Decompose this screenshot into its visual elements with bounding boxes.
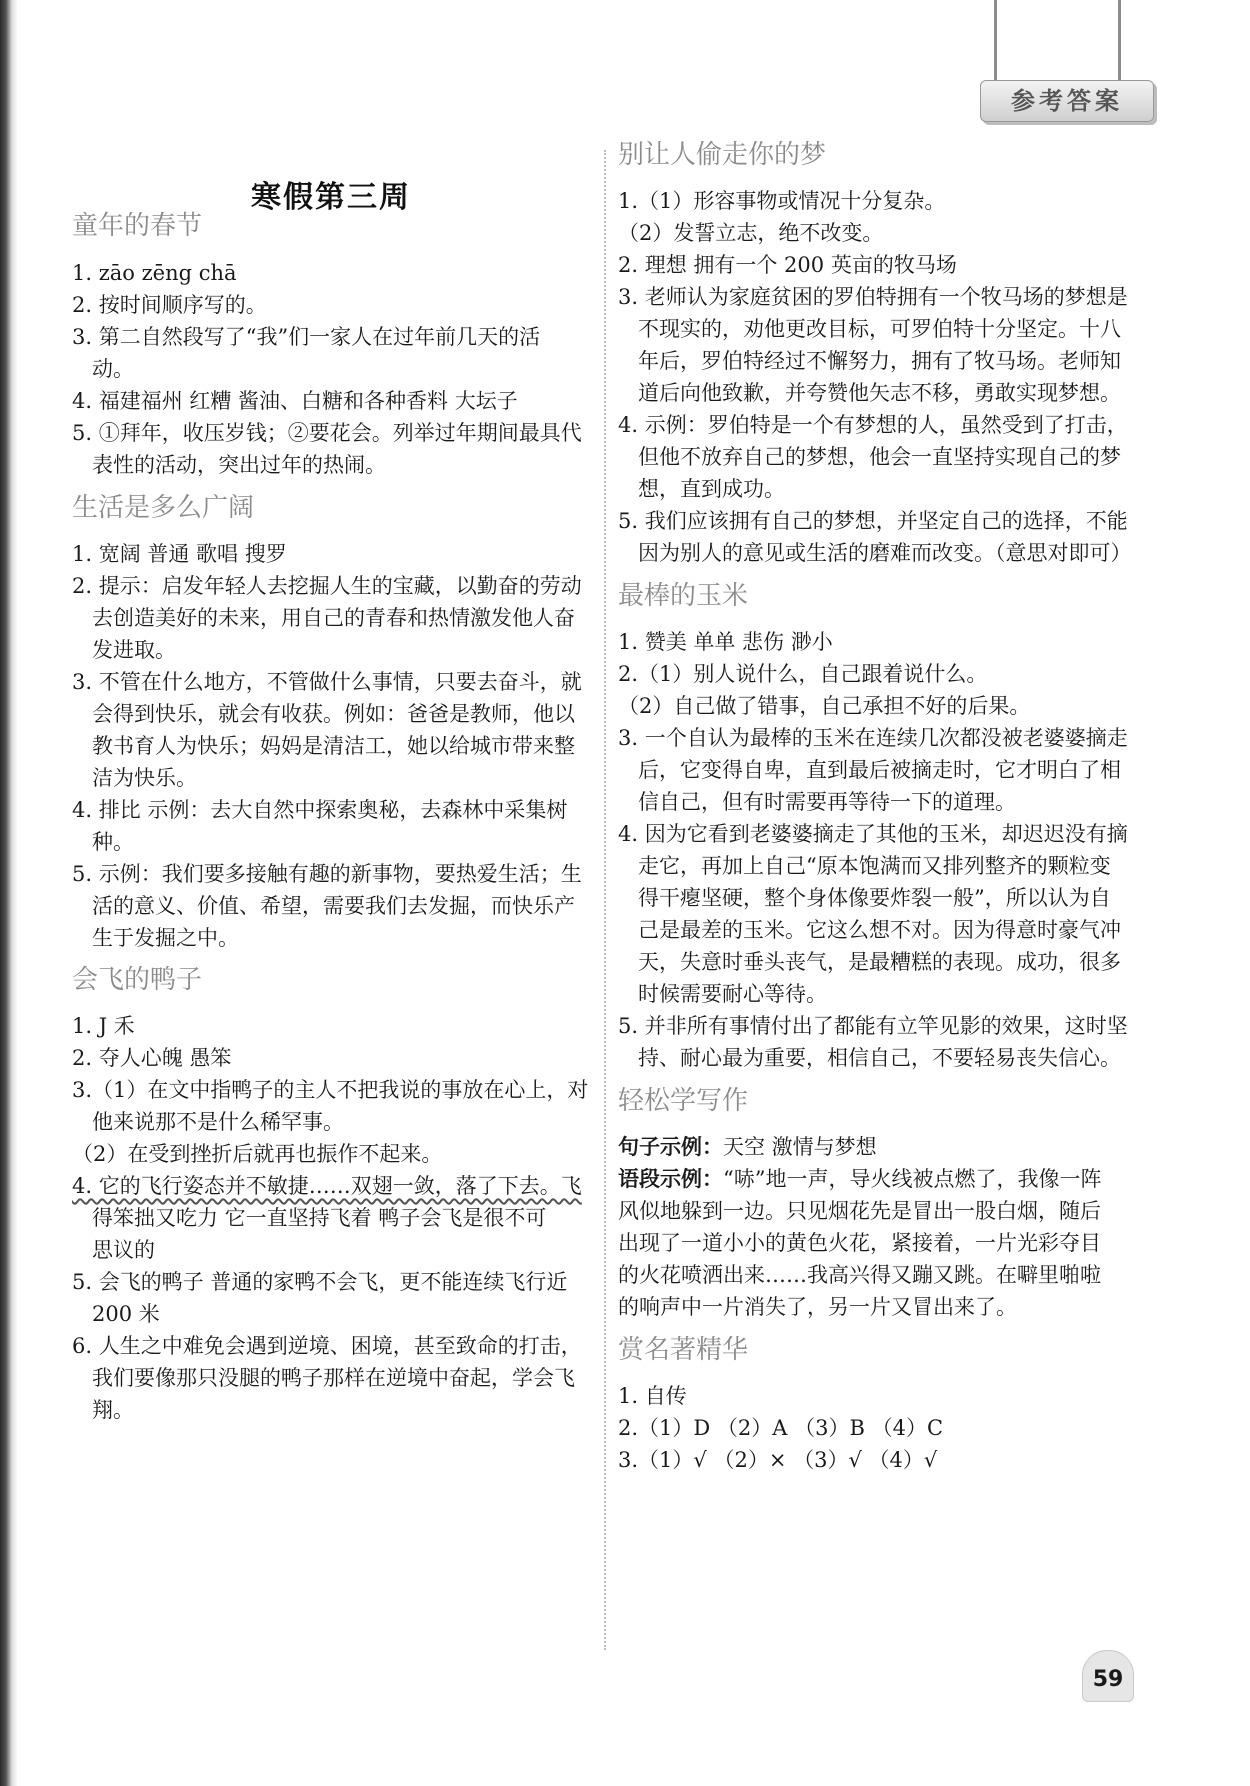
answer-line: 道后向他致歉，并夸赞他矢志不移，勇敢实现梦想。 — [638, 381, 1121, 405]
answer-line: 4. 福建福州 红糟 酱油、白糖和各种香料 大坛子 — [72, 389, 518, 413]
answer-line: 2.（1）D （2）A （3）B （4）C — [618, 1416, 944, 1440]
answer-line: 5. 示例：我们要多接触有趣的新事物，要热爱生活；生 — [72, 862, 582, 886]
answer-line: 1. zāo zēng chā — [72, 261, 237, 285]
answer-line: 200 米 — [92, 1302, 160, 1326]
answer-line: 动。 — [92, 357, 134, 381]
answer-line: 思议的 — [92, 1238, 155, 1262]
answer-line: 风似地躲到一边。只见烟花先是冒出一股白烟，随后 — [618, 1199, 1101, 1223]
section-title: 会飞的鸭子 — [72, 965, 203, 995]
answer-tag — [980, 0, 1162, 122]
answer-line: 5. 我们应该拥有自己的梦想，并坚定自己的选择，不能 — [618, 509, 1128, 533]
answer-line: 时候需要耐心等待。 — [638, 982, 827, 1006]
answer-line: 4. 它的飞行姿态并不敏捷……双翅一敛，落了下去。飞 — [72, 1174, 582, 1198]
answer-line: 想，直到成功。 — [638, 477, 785, 501]
answer-line: 2. 理想 拥有一个 200 英亩的牧马场 — [618, 253, 957, 277]
answer-line: 2. 按时间顺序写的。 — [72, 293, 267, 317]
answer-line: 信自己，但有时需要再等待一下的道理。 — [638, 790, 1016, 814]
page-number: 59 — [1082, 1650, 1134, 1702]
answer-line: 1.（1）形容事物或情况十分复杂。 — [618, 189, 946, 213]
answer-line: 4. 排比 示例：去大自然中探索奥秘，去森林中采集树 — [72, 798, 568, 822]
section-title: 轻松学写作 — [618, 1086, 749, 1116]
answer-line: 5. 会飞的鸭子 普通的家鸭不会飞，更不能连续飞行近 — [72, 1270, 568, 1294]
answer-line: 不现实的，劝他更改目标，可罗伯特十分坚定。十八 — [638, 317, 1121, 341]
paragraph-example-label: 语段示例： — [618, 1167, 723, 1191]
sentence-example-label: 句子示例： — [618, 1135, 723, 1159]
answer-line: 3. 不管在什么地方，不管做什么事情，只要去奋斗，就 — [72, 670, 582, 694]
answer-line: 我们要像那只没腿的鸭子那样在逆境中奋起，学会飞 — [92, 1366, 575, 1390]
answer-line: 3. 一个自认为最棒的玉米在连续几次都没被老婆婆摘走 — [618, 726, 1128, 750]
answer-line: 后，它变得自卑，直到最后被摘走时，它才明白了相 — [638, 758, 1121, 782]
answer-line: 2.（1）别人说什么，自己跟着说什么。 — [618, 662, 988, 686]
answer-tag-label: 参考答案 — [980, 80, 1154, 122]
answer-line: 种。 — [92, 830, 134, 854]
book-spine-shadow — [0, 0, 18, 1786]
answer-line: 洁为快乐。 — [92, 766, 197, 790]
answer-line: 1. 宽阔 普通 歌唱 搜罗 — [72, 542, 287, 566]
answer-line: 去创造美好的未来，用自己的青春和热情激发他人奋 — [92, 606, 575, 630]
answer-line: 1. 自传 — [618, 1384, 687, 1408]
column-divider — [604, 150, 606, 1650]
answer-line: （2）在受到挫折后就再也振作不起来。 — [72, 1142, 443, 1166]
answer-line: 得干瘪坚硬，整个身体像要炸裂一般”，所以认为自 — [638, 886, 1111, 910]
answer-line: 4. 示例：罗伯特是一个有梦想的人，虽然受到了打击， — [618, 413, 1128, 437]
answer-line: 持、耐心最为重要，相信自己，不要轻易丧失信心。 — [638, 1046, 1121, 1070]
answer-line: 他来说那不是什么稀罕事。 — [92, 1110, 344, 1134]
page-title: 寒假第三周 — [251, 180, 411, 215]
sentence-example — [618, 1129, 877, 1165]
answer-line: 己是最差的玉米。它这么想不对。因为得意时豪气冲 — [638, 918, 1121, 942]
answer-line: 表性的活动，突出过年的热闹。 — [92, 453, 386, 477]
answer-line: 因为别人的意见或生活的磨难而改变。（意思对即可） — [638, 541, 1132, 565]
answer-line: 3. 第二自然段写了“我”们一家人在过年前几天的活 — [72, 325, 541, 349]
answer-line: 的火花喷洒出来……我高兴得又蹦又跳。在噼里啪啦 — [618, 1263, 1101, 1287]
answer-line: 1. 赞美 单单 悲伤 渺小 — [618, 630, 833, 654]
answer-line: （2）发誓立志，绝不改变。 — [618, 221, 884, 245]
answer-line: 1. J 禾 — [72, 1014, 135, 1038]
answer-line: 5. ①拜年，收压岁钱；②要花会。列举过年期间最具代 — [72, 421, 582, 445]
answer-line: 教书育人为快乐；妈妈是清洁工，她以给城市带来整 — [92, 734, 575, 758]
answer-line: 生于发掘之中。 — [92, 926, 239, 950]
answer-line: 年后，罗伯特经过不懈努力，拥有了牧马场。老师知 — [638, 349, 1121, 373]
answer-line: 但他不放弃自己的梦想，他会一直坚持实现自己的梦 — [638, 445, 1121, 469]
answer-line: 的响声中一片消失了，另一片又冒出来了。 — [618, 1295, 1017, 1319]
answer-line: 2. 夺人心魄 愚笨 — [72, 1046, 232, 1070]
section-title: 最棒的玉米 — [618, 581, 749, 611]
answer-line: 4. 因为它看到老婆婆摘走了其他的玉米，却迟迟没有摘 — [618, 822, 1128, 846]
answer-line: 5. 并非所有事情付出了都能有立竿见影的效果，这时坚 — [618, 1014, 1128, 1038]
answer-line: （2）自己做了错事，自己承担不好的后果。 — [618, 694, 1031, 718]
answer-line: 天，失意时垂头丧气，是最糟糕的表现。成功，很多 — [638, 950, 1121, 974]
paragraph-example — [618, 1161, 1101, 1197]
section-title: 童年的春节 — [72, 211, 203, 241]
answer-line: 2. 提示：启发年轻人去挖掘人生的宝藏，以勤奋的劳动 — [72, 574, 582, 598]
answer-line: 走它，再加上自己“原本饱满而又排列整齐的颗粒变 — [638, 854, 1111, 878]
answer-line: 出现了一道小小的黄色火花，紧接着，一片光彩夺目 — [618, 1231, 1101, 1255]
section-title: 赏名著精华 — [618, 1335, 749, 1365]
answer-line: 活的意义、价值、希望，需要我们去发掘，而快乐产 — [92, 894, 575, 918]
tag-string — [994, 0, 997, 82]
answer-line: 得笨拙又吃力 它一直坚持飞着 鸭子会飞是很不可 — [92, 1206, 547, 1230]
answer-line: 3. 老师认为家庭贫困的罗伯特拥有一个牧马场的梦想是 — [618, 285, 1128, 309]
answer-line: 3.（1）√ （2）× （3）√ （4）√ — [618, 1448, 938, 1472]
answer-line: 3.（1）在文中指鸭子的主人不把我说的事放在心上，对 — [72, 1078, 589, 1102]
section-title: 生活是多么广阔 — [72, 493, 255, 523]
tag-string — [1118, 0, 1121, 82]
sentence-example-text: 天空 激情与梦想 — [723, 1135, 877, 1159]
answer-line: 翔。 — [92, 1398, 134, 1422]
section-title: 别让人偷走你的梦 — [618, 140, 827, 170]
answer-line: 发进取。 — [92, 638, 176, 662]
answer-line: 会得到快乐，就会有收获。例如：爸爸是教师，他以 — [92, 702, 575, 726]
paragraph-example-text: “哧”地一声，导火线被点燃了，我像一阵 — [723, 1167, 1102, 1191]
answer-line: 6. 人生之中难免会遇到逆境、困境，甚至致命的打击， — [72, 1334, 582, 1358]
